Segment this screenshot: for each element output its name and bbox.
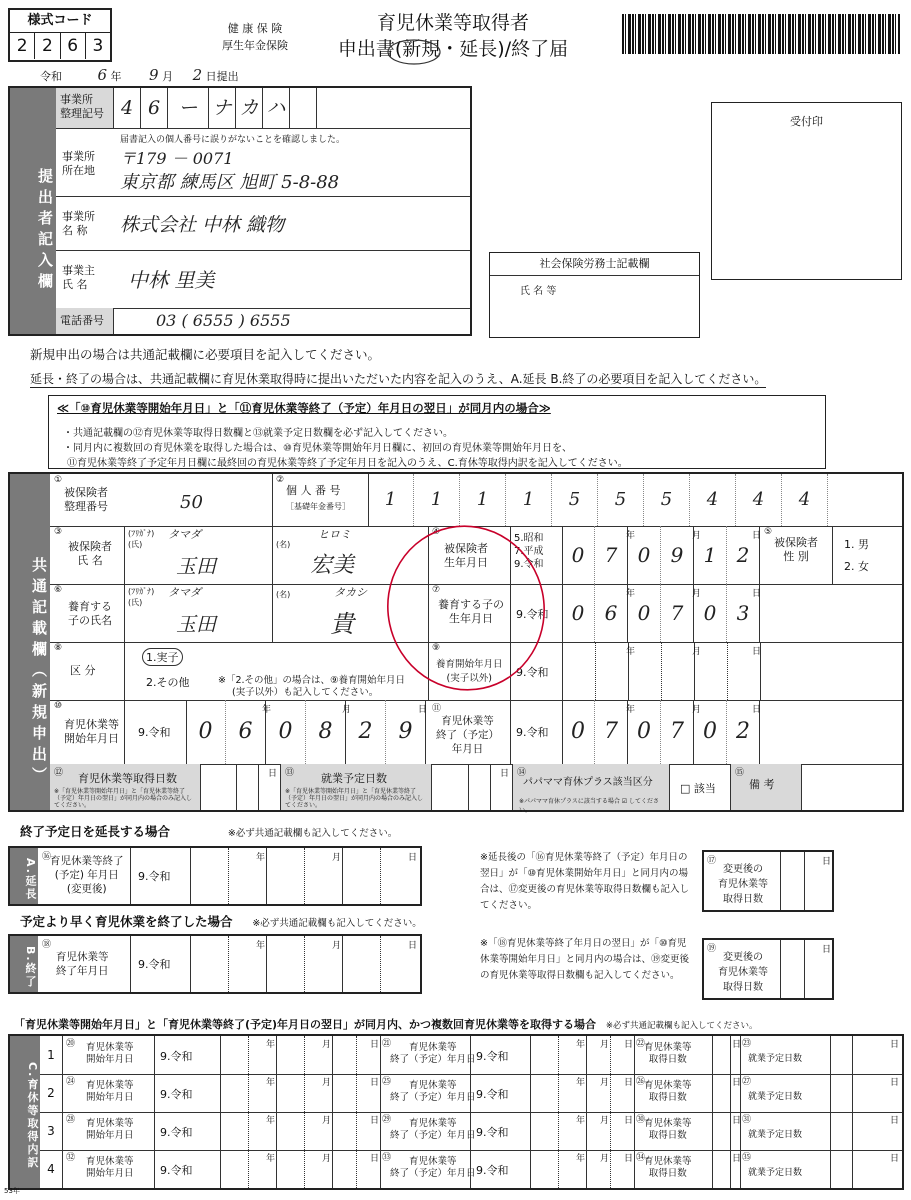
mynumber-digit: 4	[782, 474, 828, 526]
child-birth-digit: 3	[727, 584, 760, 642]
kubun-note2: (実子以外）も記入してください。	[232, 687, 379, 698]
child-birth-digit: 0	[628, 584, 661, 642]
office-number-char: ハ	[263, 88, 290, 128]
submission-date	[40, 66, 239, 84]
mynumber-digit: 1	[460, 474, 506, 526]
leave-start-digit: 8	[306, 700, 346, 764]
papamama-note: ※パパママ育休プラスに該当する場合 ☑ してください。	[519, 798, 660, 814]
era-option: 5.昭和	[514, 533, 544, 544]
section-b-title: 予定より早く育児休業を終了した場合	[20, 914, 233, 929]
insurance-pension: 厚生年金保険	[222, 39, 288, 52]
sharoushi-box	[489, 252, 700, 338]
section-c-end-label: 育児休業等 終了（予定）年月日	[390, 1042, 476, 1065]
mynumber-digit: 4	[736, 474, 782, 526]
sharoushi-name-label: 氏 名 等	[520, 286, 557, 297]
era-option: 9.令和	[514, 559, 544, 570]
last-name-label: (氏)	[128, 540, 143, 549]
mynumber-digit: 4	[690, 474, 736, 526]
section-a-days-box: ⑰ 変更後の 育児休業等 取得日数 日	[702, 850, 834, 912]
extended-end-label: 育児休業等終了 (予定) 年月日 (変更後)	[50, 855, 124, 895]
extended-end-era: 9.令和	[138, 870, 171, 883]
child-first-kana[interactable]: タカシ	[334, 586, 367, 599]
leave-end-digit: 7	[595, 700, 628, 764]
section-c-end-era: 9.令和	[476, 1164, 509, 1177]
date-era: 令和	[40, 70, 62, 83]
form-code-digit: 2	[35, 33, 60, 59]
section-c-row: 4 ㉜ 育児休業等 開始年月日 9.令和 年 月 日 ㉝ 育児休業等 終了（予定）年月日 9.令和 年 月 日 ㉞ 育児休業等 取得日数 日 ㉟ 就業予定日数 日	[40, 1150, 902, 1188]
section-c-row-number: 2	[40, 1074, 63, 1112]
child-first-name[interactable]: 貴	[330, 610, 354, 638]
mynumber-confirm-note: 届書記入の個人番号に誤りがないことを確認しました。	[120, 135, 346, 145]
section-c-end-era: 9.令和	[476, 1126, 509, 1139]
work-days-label: 就業予定日数	[321, 772, 387, 785]
sharoushi-label: 社会保険労務士記載欄	[490, 253, 699, 276]
actual-end-label: 育児休業等 終了年月日	[56, 951, 109, 977]
section-c-days-label: 育児休業等 取得日数	[644, 1156, 692, 1179]
section-c-end-era: 9.令和	[476, 1088, 509, 1101]
office-number-char: カ	[236, 88, 263, 128]
furigana-label: (ﾌﾘｶﾞﾅ)	[128, 529, 155, 538]
date-day-unit: 日提出	[205, 70, 239, 83]
same-month-line2: ・同月内に複数回の育児休業を取得した場合は、⑩育児休業等開始年月日欄に、初回の育児休業等開始年月日を、	[63, 443, 572, 454]
section-c-end-label: 育児休業等 終了（予定）年月日	[390, 1080, 476, 1103]
office-number-label: 事業所 整理記号	[56, 88, 114, 128]
leave-start-era: 9.令和	[138, 726, 171, 739]
section-c-heading	[14, 1016, 758, 1032]
leave-end-cells[interactable]	[562, 700, 760, 764]
insured-last-kana[interactable]: タマダ	[168, 528, 201, 541]
form-code-digit: 6	[61, 33, 86, 59]
section-c-end-label: 育児休業等 終了（予定）年月日	[390, 1118, 476, 1141]
insured-number-label: 被保険者 整理番号	[64, 486, 108, 513]
mynumber-digit: 1	[414, 474, 460, 526]
form-code-digit: 2	[10, 33, 35, 59]
section-c-table	[8, 1034, 904, 1190]
birth-digit: 0	[628, 526, 661, 584]
form-title-line1: 育児休業等取得者	[376, 12, 529, 34]
section-c-start-era: 9.令和	[160, 1164, 193, 1177]
form-title-line2: 申出書(新規・延長)/終了届	[337, 38, 569, 60]
section-a-note-text: ※延長後の「⑯育児休業等終了（予定）年月日の翌日」が「⑩育児休業開始年月日」と同月内の場合は、⑰変更後の育児休業等取得日数欄も記入してください。	[480, 852, 690, 911]
section-b-note-text: ※「⑱育児休業等終了年月日の翌日」が「⑩育児休業等開始年月日」と同月内の場合は、⑲変更後の育児休業等取得日数欄も記入してください。	[480, 938, 690, 981]
leave-days-note: ※「育児休業等開始年月日」と「育児休業等終了（予定）年月日の翌日」が同月内の場合のみ記入してください。	[54, 788, 193, 809]
phone-label: 電話番号	[56, 308, 114, 334]
section-c-row-number: 3	[40, 1112, 63, 1150]
kubun-note1: ※「2.その他」の場合は、⑨養育開始年月日	[218, 675, 406, 686]
section-b-note: ※必ず共通記載欄も記入してください。	[252, 918, 422, 929]
footer-code: 53年	[4, 1187, 20, 1195]
leave-start-cells[interactable]	[186, 700, 426, 764]
office-number-char: 4	[114, 88, 141, 128]
date-month: 9	[149, 66, 159, 84]
mynumber-digit: 1	[368, 474, 414, 526]
company-name-label: 事業所 名 称	[62, 210, 95, 237]
mynumber-digit: 5	[552, 474, 598, 526]
mynumber-digit: 5	[644, 474, 690, 526]
form-code-box	[8, 8, 112, 62]
kubun-label: 区 分	[70, 664, 96, 677]
barcode	[622, 14, 900, 54]
sex-options[interactable]	[844, 534, 869, 578]
same-month-note-box	[48, 395, 826, 469]
section-c-note: ※必ず共通記載欄も記入してください。	[605, 1021, 758, 1031]
section-a-heading	[20, 822, 397, 840]
work-days-note: ※「育児休業等開始年月日」と「育児休業等終了（予定）年月日の翌日」が同月内の場合のみ記入してください。	[285, 788, 424, 809]
date-month-unit: 月	[162, 70, 174, 83]
papamama-checkbox[interactable]: □ 該当	[680, 782, 716, 795]
section-c-row-number: 4	[40, 1150, 63, 1188]
owner-name[interactable]: 中林 里美	[128, 268, 215, 292]
section-c-days-label: 育児休業等 取得日数	[644, 1118, 692, 1141]
insured-last-name[interactable]: 玉田	[176, 554, 216, 578]
sex-label: 被保険者 性 別	[774, 536, 818, 563]
owner-name-label: 事業主 氏 名	[62, 264, 95, 291]
child-birth-digit: 7	[661, 584, 694, 642]
child-birth-digit: 0	[694, 584, 727, 642]
office-number-char: ー	[168, 88, 209, 128]
child-birth-digit: 0	[562, 584, 595, 642]
section-a-box: A.延長 ⑯ 育児休業等終了 (予定) 年月日 (変更後) 9.令和 年 月 日	[8, 846, 422, 906]
insurance-health: 健 康 保 険	[227, 22, 283, 35]
sex-option: 1. 男	[844, 538, 869, 551]
section-a-title: 終了予定日を延長する場合	[20, 824, 171, 839]
child-birth-cells[interactable]	[562, 584, 760, 642]
section-c-work-label: 就業予定日数	[748, 1092, 803, 1102]
birth-digit: 1	[694, 526, 727, 584]
mynumber-cells[interactable]	[368, 474, 828, 526]
section-b-days-box: ⑲ 変更後の 育児休業等 取得日数 日	[702, 938, 834, 1000]
raising-start-label: 養育開始年月日 (実子以外)	[436, 659, 503, 684]
section-c-days-label: 育児休業等 取得日数	[644, 1080, 692, 1103]
section-a-sidebar: A.延長	[10, 848, 38, 904]
section-c-end-label: 育児休業等 終了（予定）年月日	[390, 1156, 476, 1179]
section-c-row: 3 ㉘ 育児休業等 開始年月日 9.令和 年 月 日 ㉙ 育児休業等 終了（予定）年月日 9.令和 年 月 日 ㉚ 育児休業等 取得日数 日 ㉛ 就業予定日数 日	[40, 1112, 902, 1151]
mynumber-label: 個 人 番 号	[286, 484, 341, 497]
birth-digit: 9	[661, 526, 694, 584]
date-year: 6	[97, 66, 108, 84]
birth-date-label: 被保険者 生年月日	[444, 542, 488, 569]
section-c-work-label: 就業予定日数	[748, 1130, 803, 1140]
leave-start-digit: 9	[386, 700, 426, 764]
red-annotation-circle	[376, 520, 556, 700]
section-c-row-number: 1	[40, 1036, 63, 1074]
phone-number[interactable]: 03 ( 6555 ) 6555	[156, 311, 291, 330]
form-title	[318, 10, 588, 62]
leave-start-digit: 0	[266, 700, 306, 764]
receipt-stamp-box	[711, 102, 902, 280]
section-c-title: 「育児休業等開始年月日」と「育児休業等終了(予定)年月日の翌日」が同月内、かつ複数回育児休業等を取得する場合	[14, 1018, 597, 1031]
section-a-note: ※必ず共通記載欄も記入してください。	[227, 828, 398, 839]
section-c-work-label: 就業予定日数	[748, 1168, 803, 1178]
section-c-sidebar: C.育休等取得内訳	[10, 1036, 40, 1188]
insured-first-kana[interactable]: ヒロミ	[318, 528, 351, 541]
leave-end-digit: 7	[661, 700, 694, 764]
office-number-cells[interactable]	[114, 88, 364, 128]
section-c-start-label: 育児休業等 開始年月日	[86, 1080, 134, 1103]
office-address[interactable]: 東京都 練馬区 旭町 5-8-88	[120, 172, 340, 193]
kubun-option-other[interactable]: 2.その他	[146, 676, 190, 689]
leave-end-label: 育児休業等 終了（予定） 年月日	[436, 715, 499, 755]
leave-end-digit: 0	[562, 700, 595, 764]
section-c-start-era: 9.令和	[160, 1126, 193, 1139]
leave-end-digit: 2	[727, 700, 760, 764]
child-last-kana[interactable]: タマダ	[168, 586, 201, 599]
remarks-label: 備 考	[749, 778, 775, 791]
leave-end-digit: 0	[694, 700, 727, 764]
section-c-start-label: 育児休業等 開始年月日	[86, 1042, 134, 1065]
papamama-label: パパママ育休プラス該当区分	[523, 777, 653, 788]
section-b-box: B.終了 ⑱ 育児休業等 終了年月日 9.令和 年 月 日	[8, 934, 422, 994]
form-code-label: 様式コード	[10, 10, 110, 33]
mynumber-digit: 1	[506, 474, 552, 526]
birth-digit: 2	[727, 526, 760, 584]
office-number-char: 6	[141, 88, 168, 128]
section-c-days-label: 育児休業等 取得日数	[644, 1042, 692, 1065]
birth-digit: 7	[595, 526, 628, 584]
birth-date-cells[interactable]	[562, 526, 760, 584]
leave-start-digit: 6	[226, 700, 266, 764]
birth-digit: 0	[562, 526, 595, 584]
insured-first-name[interactable]: 宏美	[310, 553, 355, 578]
section-b-days-label: 変更後の 育児休業等 取得日数	[718, 952, 768, 993]
date-year-unit: 年	[110, 70, 122, 83]
company-name[interactable]: 株式会社 中林 織物	[120, 214, 285, 236]
leave-end-digit: 0	[628, 700, 661, 764]
section-c-start-label: 育児休業等 開始年月日	[86, 1118, 134, 1141]
note-extend-end: 延長・終了の場合は、共通記載欄に育児休業取得時に提出いただいた内容を記入のうえ、A.延長 B.終了の必要項目を記入してください。	[30, 372, 767, 386]
new-circle-mark	[386, 38, 442, 66]
leave-start-digit: 0	[186, 700, 226, 764]
receipt-stamp-label: 受付印	[790, 115, 823, 128]
leave-start-label: 育児休業等 開始年月日	[64, 718, 119, 745]
submitter-block	[8, 86, 472, 336]
child-name-label: 養育する 子の氏名	[68, 600, 112, 627]
insured-number[interactable]: 50	[180, 492, 203, 513]
note-new: 新規申出の場合は共通記載欄に必要項目を記入してください。	[30, 347, 381, 362]
leave-days-label: 育児休業等取得日数	[78, 772, 177, 785]
address-label: 事業所 所在地	[62, 150, 95, 177]
section-c-start-era: 9.令和	[160, 1088, 193, 1101]
same-month-title: ≪「⑩育児休業等開始年月日」と「⑪育児休業等終了（予定）年月日の翌日」が同月内の場合≫	[57, 401, 551, 415]
form-code-digit: 3	[92, 36, 104, 56]
same-month-line1: ・共通記載欄の⑫育児休業等取得日数欄と⑬就業予定日数欄を必ず記入してください。	[63, 428, 453, 439]
child-birth-label: 養育する子の 生年月日	[438, 598, 504, 625]
first-name-label: (名)	[276, 540, 291, 549]
section-c-work-label: 就業予定日数	[748, 1054, 803, 1064]
section-a-days-label: 変更後の 育児休業等 取得日数	[718, 864, 768, 905]
section-c-row: 2 ㉔ 育児休業等 開始年月日 9.令和 年 月 日 ㉕ 育児休業等 終了（予定）年月日 9.令和 年 月 日 ㉖ 育児休業等 取得日数 日 ㉗ 就業予定日数 日	[40, 1074, 902, 1113]
postal-code[interactable]: 〒179 － 0071	[120, 149, 234, 168]
mynumber-digit: 5	[598, 474, 644, 526]
insured-name-label: 被保険者 氏 名	[68, 540, 112, 567]
mynumber-sub-label: ［基礎年金番号］	[286, 502, 350, 511]
child-birth-era: 9.令和	[516, 608, 549, 621]
common-sidebar: 共通記載欄（新規申出）	[10, 474, 50, 810]
kubun-option-biological[interactable]: 1.実子	[142, 648, 183, 666]
section-c-row: 1 ⑳ 育児休業等 開始年月日 9.令和 年 月 日 ㉑ 育児休業等 終了（予定）年月日 9.令和 年 月 日 ㉒ 育児休業等 取得日数 日 ㉓ 就業予定日数 日	[40, 1036, 902, 1075]
child-birth-digit: 6	[595, 584, 628, 642]
actual-end-era: 9.令和	[138, 958, 171, 971]
section-c-start-era: 9.令和	[160, 1050, 193, 1063]
leave-end-era: 9.令和	[516, 726, 549, 739]
date-day: 2	[192, 66, 203, 84]
section-c-end-era: 9.令和	[476, 1050, 509, 1063]
office-number-char: ナ	[209, 88, 236, 128]
section-b-heading	[20, 912, 422, 930]
child-last-name[interactable]: 玉田	[176, 612, 216, 636]
submitter-sidebar: 提出者記入欄	[10, 88, 56, 334]
sex-option: 2. 女	[844, 560, 869, 573]
era-option: 7.平成	[514, 546, 544, 557]
section-b-sidebar: B.終了	[10, 936, 38, 992]
leave-start-digit: 2	[346, 700, 386, 764]
insurance-type	[222, 20, 288, 54]
raising-start-era: 9.令和	[516, 666, 549, 679]
common-section: 共通記載欄（新規申出） ① 被保険者 整理番号 50 ② 個 人 番 号 ［基礎年金番号］ 1 1 1 1 5 5 5 4 4 4 ③ 被保険者 氏 名 (ﾌﾘｶﾞﾅ) (氏) タマダ 玉田 (名) ヒロミ 宏美 ④ 被保険者 生年月日 5.昭和 7.平成 9.令和 0 7 0 9 1 2 年 月 日 ⑤ 被保険者 性 別 1. 男 2. 女 ⑥ 養育する 子の氏名 (ﾌﾘｶﾞﾅ) (氏) タマダ 玉田 (名) タカシ 貴 ⑦ 養育する子の 生年月日 9.令和 0 6 0 7 0 3 年 月 日 ⑧ 区 分 1.実子 2.その他 ※「2.その他」の場合は、⑨養育開始年月日 (実子以外）も記入してください。 ⑨ 養育開始年月日 (実子以外) 9.令和 年 月 日 ⑩ 育児休業等 開始年月日 9.令和 0 6 0 8 2 9 年 月 日 ⑪ 育児休業等 終了（予定） 年月日 9.令和 0 7 0 7 0 2 年 月 日 ⑫ 育児休業等取得日数 ※「育児休業等開始年月日」と「育児休業等終了（予定）年月日の翌日」が同月内の場合のみ記入してください。 日 ⑬ 就業予定日数 ※「育児休業等開始年月日」と「育児休業等終了（予定）年月日の翌日」が同月内の場合のみ記入してください。 日 ⑭ パパママ育休プラス該当区分 ※パパママ育休プラスに該当する場合 ☑ してください。 □ 該当 ⑮ 備 考	[8, 472, 904, 812]
same-month-line3: ⑪育児休業等終了予定年月日欄に最終回の育児休業等終了予定年月日を記入のうえ、C.育休等取得内訳を記入してください。	[67, 458, 628, 469]
section-c-start-label: 育児休業等 開始年月日	[86, 1156, 134, 1179]
